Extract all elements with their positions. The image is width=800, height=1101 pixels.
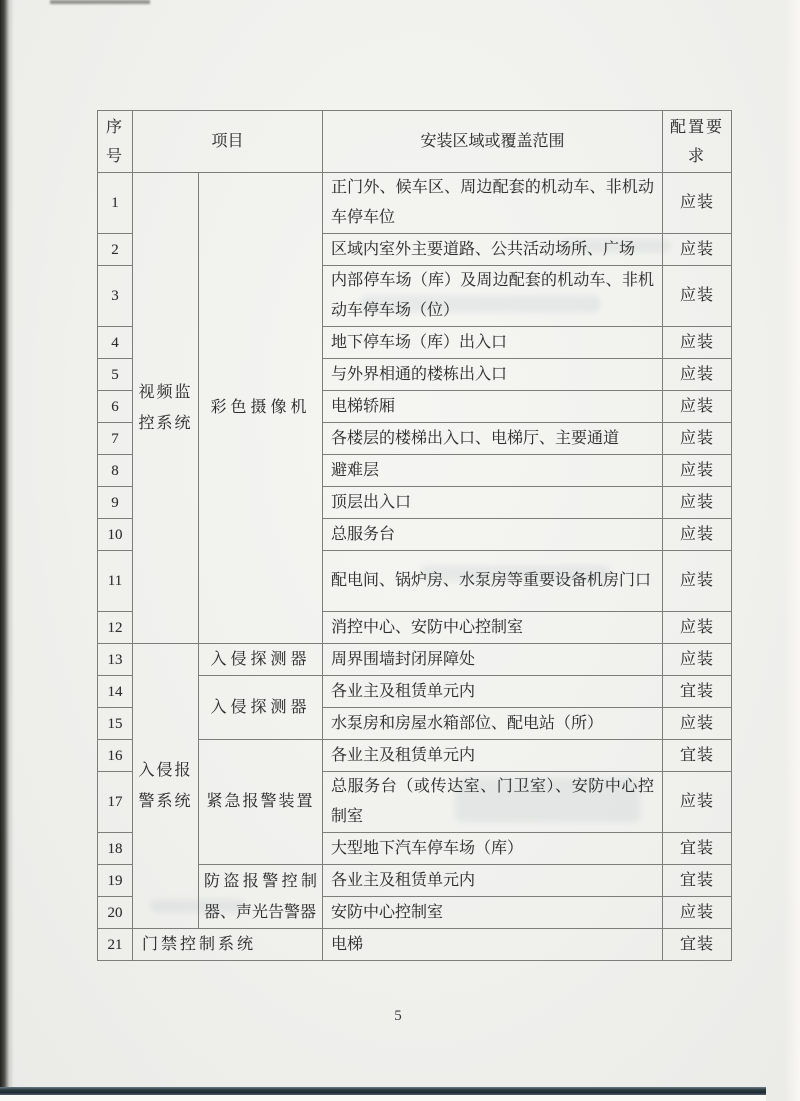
row-no: 11 [98,551,133,612]
area-cell: 配电间、锅炉房、水泵房等重要设备机房门口 [323,551,663,612]
row-no: 17 [98,772,133,833]
req-cell: 应装 [663,487,732,519]
area-cell: 避难层 [323,455,663,487]
header-area: 安装区域或覆盖范围 [323,111,663,173]
group-video-surveillance: 视频监控系统 [133,173,199,644]
req-cell: 应装 [663,234,732,266]
area-cell: 正门外、候车区、周边配套的机动车、非机动车停车位 [323,173,663,234]
req-cell: 应装 [663,327,732,359]
row-no: 7 [98,423,133,455]
area-cell: 各业主及租赁单元内 [323,865,663,897]
req-cell: 应装 [663,708,732,740]
area-cell: 水泵房和房屋水箱部位、配电站（所） [323,708,663,740]
scan-edge-bottom-margin [0,1095,766,1101]
req-cell: 应装 [663,391,732,423]
header-req: 配置要求 [663,111,732,173]
device-color-camera: 彩色摄像机 [199,173,323,644]
area-cell: 周界围墙封闭屏障处 [323,644,663,676]
req-cell: 应装 [663,897,732,929]
table-header-row [98,111,732,173]
scan-edge-left [0,0,14,1101]
header-no: 序号 [98,111,133,173]
device-burglar-alarm-controller: 防盗报警控制器、声光告警器 [199,865,323,929]
row-no: 8 [98,455,133,487]
row-no: 20 [98,897,133,929]
row-no: 14 [98,676,133,708]
area-cell: 大型地下汽车停车场（库） [323,833,663,865]
row-no: 5 [98,359,133,391]
table-row [98,929,732,961]
area-cell: 顶层出入口 [323,487,663,519]
req-cell: 应装 [663,551,732,612]
row-no: 13 [98,644,133,676]
row-no: 3 [98,266,133,327]
area-cell: 电梯 [323,929,663,961]
req-cell: 宜装 [663,833,732,865]
area-cell: 电梯轿厢 [323,391,663,423]
req-cell: 宜装 [663,740,732,772]
req-cell: 应装 [663,644,732,676]
area-cell: 与外界相通的楼栋出入口 [323,359,663,391]
row-no: 19 [98,865,133,897]
req-cell: 应装 [663,266,732,327]
area-cell: 各业主及租赁单元内 [323,740,663,772]
group-access-control: 门禁控制系统 [133,929,323,961]
device-intrusion-detector: 入侵探测器 [199,644,323,676]
group-intrusion-alarm: 入侵报警系统 [133,644,199,929]
req-cell: 应装 [663,612,732,644]
table-row [98,644,732,676]
row-no: 2 [98,234,133,266]
req-cell: 应装 [663,519,732,551]
req-cell: 宜装 [663,929,732,961]
row-no: 12 [98,612,133,644]
area-cell: 各业主及租赁单元内 [323,676,663,708]
device-intrusion-detector: 入侵探测器 [199,676,323,740]
row-no: 9 [98,487,133,519]
req-cell: 宜装 [663,865,732,897]
page-number: 5 [394,1008,402,1024]
table-row [98,173,732,234]
area-cell: 安防中心控制室 [323,897,663,929]
scan-edge-top [50,0,150,4]
area-cell: 总服务台（或传达室、门卫室）、安防中心控制室 [323,772,663,833]
req-cell: 应装 [663,173,732,234]
row-no: 16 [98,740,133,772]
area-cell: 地下停车场（库）出入口 [323,327,663,359]
row-no: 18 [98,833,133,865]
req-cell: 应装 [663,772,732,833]
area-cell: 总服务台 [323,519,663,551]
req-cell: 应装 [663,455,732,487]
row-no: 21 [98,929,133,961]
row-no: 1 [98,173,133,234]
area-cell: 内部停车场（库）及周边配套的机动车、非机动车停车场（位） [323,266,663,327]
security-system-requirements-table [97,110,732,961]
row-no: 10 [98,519,133,551]
row-no: 15 [98,708,133,740]
req-cell: 应装 [663,359,732,391]
req-cell: 宜装 [663,676,732,708]
req-cell: 应装 [663,423,732,455]
row-no: 4 [98,327,133,359]
scan-edge-bottom [0,1087,766,1095]
device-emergency-alarm: 紧急报警装置 [199,740,323,865]
header-project: 项目 [133,111,323,173]
row-no: 6 [98,391,133,423]
area-cell: 消控中心、安防中心控制室 [323,612,663,644]
scan-edge-right [784,0,800,1101]
area-cell: 区域内室外主要道路、公共活动场所、广场 [323,234,663,266]
area-cell: 各楼层的楼梯出入口、电梯厅、主要通道 [323,423,663,455]
